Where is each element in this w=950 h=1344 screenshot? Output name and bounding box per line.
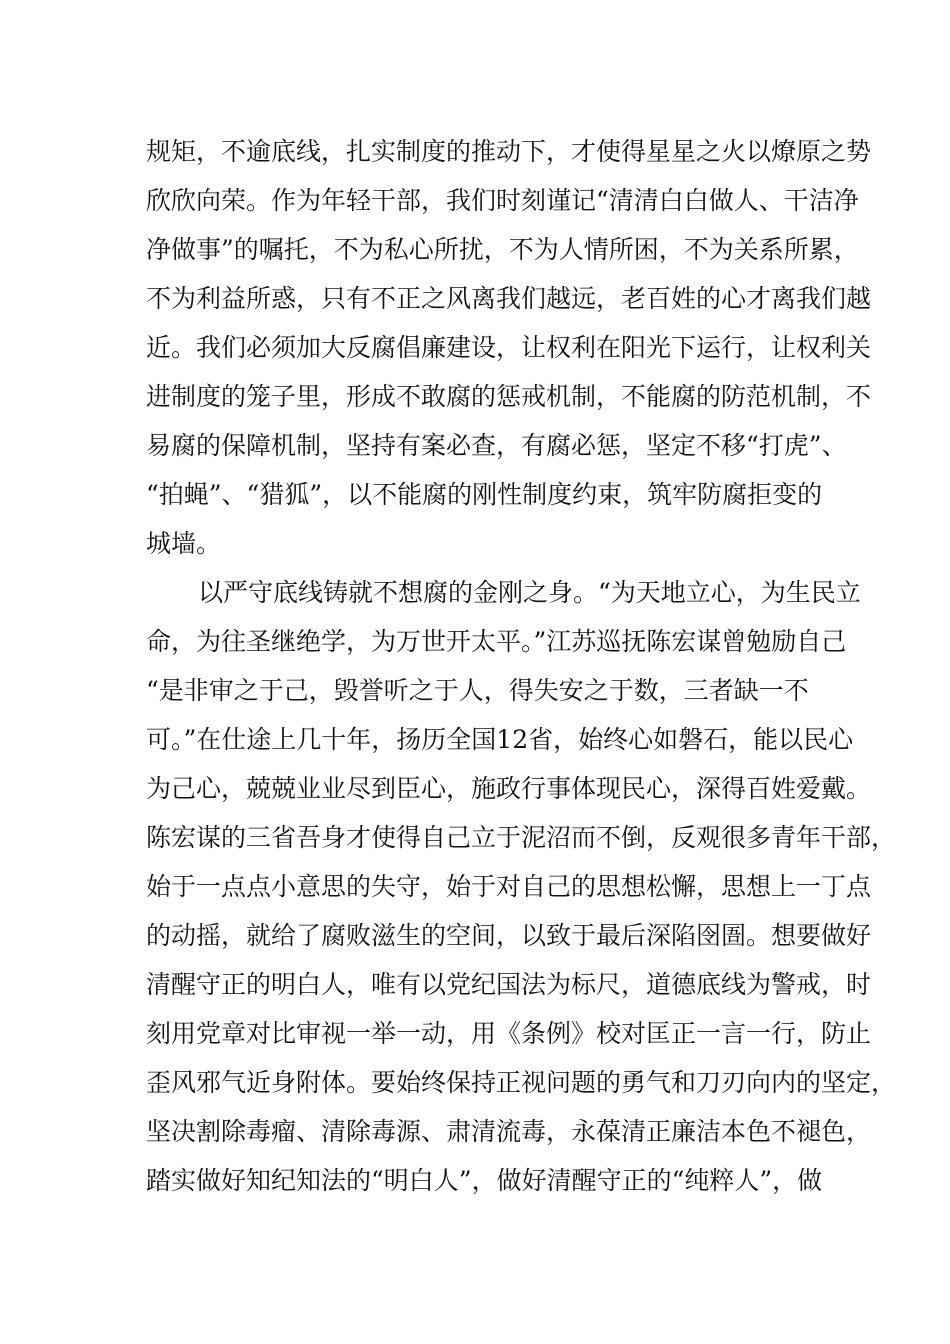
text-line: 陈宏谋的三省吾身才使得自己立于泥沼而不倒，反观很多青年干部， [146, 823, 897, 852]
text-line: 清醒守正的明白人，唯有以党纪国法为标尺，道德底线为警戒，时 [146, 970, 872, 999]
text-line: 欣欣向荣。作为年轻干部，我们时刻谨记“清清白白做人、干洁净 [146, 186, 859, 215]
text-line: 净做事”的嘱托，不为私心所扰，不为人情所困，不为关系所累， [146, 235, 859, 264]
text-line: 不为利益所惑，只有不正之风离我们越远，老百姓的心才离我们越 [146, 284, 872, 313]
text-line: “拍蝇”、“猎狐”，以不能腐的刚性制度约束，筑牢防腐拒变的 [146, 480, 823, 509]
text-line: 命，为往圣继绝学，为万世开太平。”江苏巡抚陈宏谋曾勉励自己 [146, 627, 847, 656]
text-line: 可。”在仕途上几十年，扬历全国12省，始终心如磐石，能以民心 [146, 725, 854, 754]
text-line: 始于一点点小意思的失守，始于对自己的思想松懈，思想上一丁点 [146, 872, 872, 901]
text-line: 踏实做好知纪知法的“明白人”，做好清醒守正的“纯粹人”，做 [146, 1166, 823, 1195]
text-line: 易腐的保障机制，坚持有案必查，有腐必惩，坚定不移“打虎”、 [146, 431, 847, 460]
text-line: 的动摇，就给了腐败滋生的空间，以致于最后深陷囹圄。想要做好 [146, 921, 872, 950]
paragraph-1 [146, 127, 872, 568]
text-line: 规矩，不逾底线，扎实制度的推动下，才使得星星之火以燎原之势 [146, 137, 872, 166]
text-line: “是非审之于己，毁誉听之于人，得失安之于数，三者缺一不 [146, 676, 809, 705]
text-line: 坚决割除毒瘤、清除毒源、肃清流毒，永葆清正廉洁本色不褪色， [146, 1117, 872, 1146]
text-line: 刻用党章对比审视一举一动，用《条例》校对匡正一言一行，防止 [146, 1019, 872, 1048]
paragraph-2 [146, 568, 897, 1205]
text-line: 城墙。 [146, 529, 222, 558]
text-line: 近。我们必须加大反腐倡廉建设，让权利在阳光下运行，让权利关 [146, 333, 872, 362]
text-line: 为己心，兢兢业业尽到臣心，施政行事体现民心，深得百姓爱戴。 [146, 774, 872, 803]
text-line: 进制度的笼子里，形成不敢腐的惩戒机制，不能腐的防范机制，不 [146, 382, 872, 411]
text-line: 以严守底线铸就不想腐的金刚之身。“为天地立心，为生民立 [198, 578, 861, 607]
text-line: 歪风邪气近身附体。要始终保持正视问题的勇气和刀刃向内的坚定， [146, 1068, 897, 1097]
